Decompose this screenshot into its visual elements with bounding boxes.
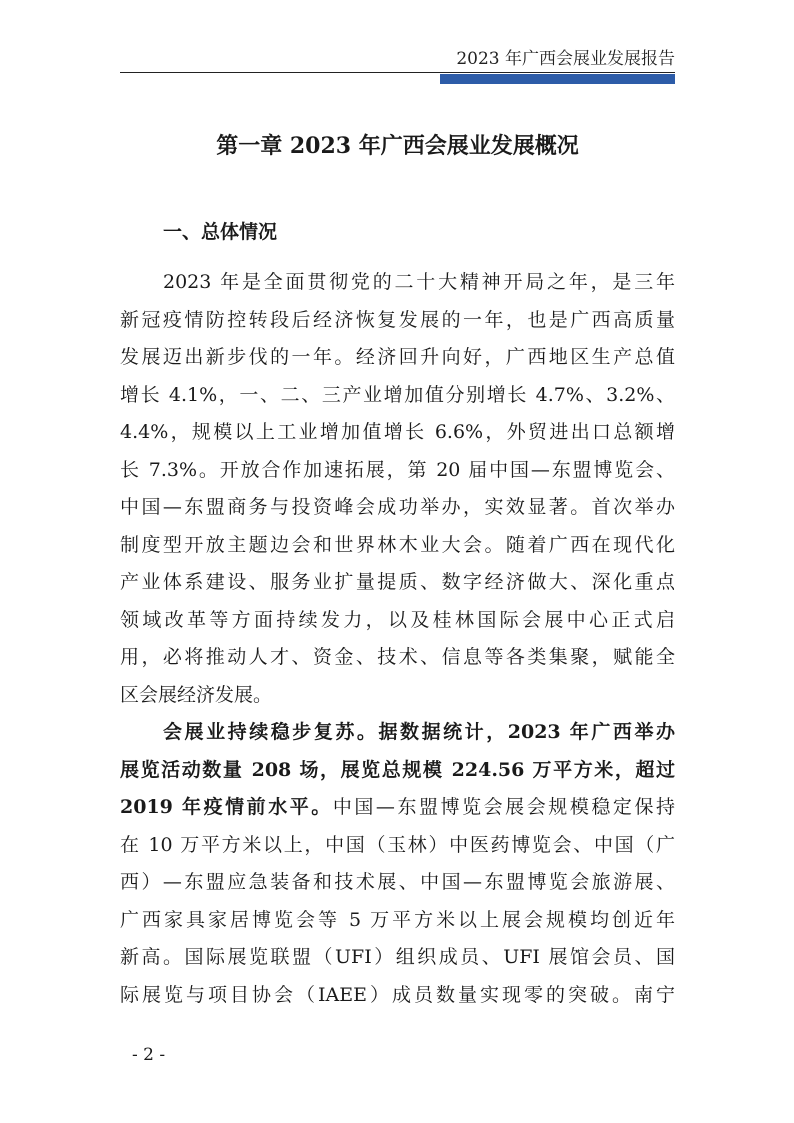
- paragraph-line: 制度型开放主题边会和世界林木业大会。随着广西在现代化: [120, 533, 675, 556]
- paragraph-line: 领域改革等方面持续发力，以及桂林国际会展中心正式启: [120, 608, 675, 631]
- paragraph-line: 际展览与项目协会（IAEE）成员数量实现零的突破。南宁: [120, 983, 675, 1006]
- paragraph-line: 增长 4.1%，一、二、三产业增加值分别增长 4.7%、3.2%、: [120, 383, 675, 406]
- header-accent-bar: [440, 74, 675, 84]
- header-rule: [120, 72, 675, 73]
- paragraph-line: 2023 年是全面贯彻党的二十大精神开局之年，是三年: [163, 271, 675, 293]
- paragraph-line: 在 10 万平方米以上，中国（玉林）中医药博览会、中国（广: [120, 833, 675, 856]
- paragraph-line-bold: 展览活动数量 208 场，展览总规模 224.56 万平方米，超过: [120, 758, 675, 781]
- paragraph-line-mixed: [120, 789, 675, 827]
- paragraph-line: 发展迈出新步伐的一年。经济回升向好，广西地区生产总值: [120, 346, 675, 368]
- paragraph-line: 新高。国际展览联盟（UFI）组织成员、UFI 展馆会员、国: [120, 946, 675, 968]
- paragraph-line: 产业体系建设、服务业扩量提质、数字经济做大、深化重点: [120, 571, 675, 593]
- paragraph-line: 用，必将推动人才、资金、技术、信息等各类集聚，赋能全: [120, 646, 675, 668]
- paragraph-line: 中国—东盟商务与投资峰会成功举办，实效显著。首次举办: [120, 496, 675, 518]
- section-heading: 一、总体情况: [163, 221, 278, 243]
- chapter-title: 第一章 2023 年广西会展业发展概况: [216, 133, 579, 159]
- paragraph-line: 新冠疫情防控转段后经济恢复发展的一年，也是广西高质量: [120, 308, 675, 331]
- paragraph-line: 区会展经济发展。: [120, 683, 273, 706]
- normal-text: 中国—东盟博览会展会规模稳定保持: [332, 796, 675, 818]
- bold-lead-text: 2019 年疫情前水平。: [120, 796, 333, 818]
- paragraph-line: 长 7.3%。开放合作加速拓展，第 20 届中国—东盟博览会、: [120, 458, 675, 481]
- paragraph-line: 西）—东盟应急装备和技术展、中国—东盟博览会旅游展、: [120, 871, 675, 893]
- page-number: - 2 -: [132, 1045, 166, 1065]
- running-header: 2023 年广西会展业发展报告: [456, 49, 675, 69]
- paragraph-line: 4.4%，规模以上工业增加值增长 6.6%，外贸进出口总额增: [120, 421, 675, 443]
- paragraph-line: 广西家具家居博览会等 5 万平方米以上展会规模均创近年: [120, 908, 675, 931]
- paragraph-line-bold: 会展业持续稳步复苏。据数据统计，2023 年广西举办: [163, 721, 675, 743]
